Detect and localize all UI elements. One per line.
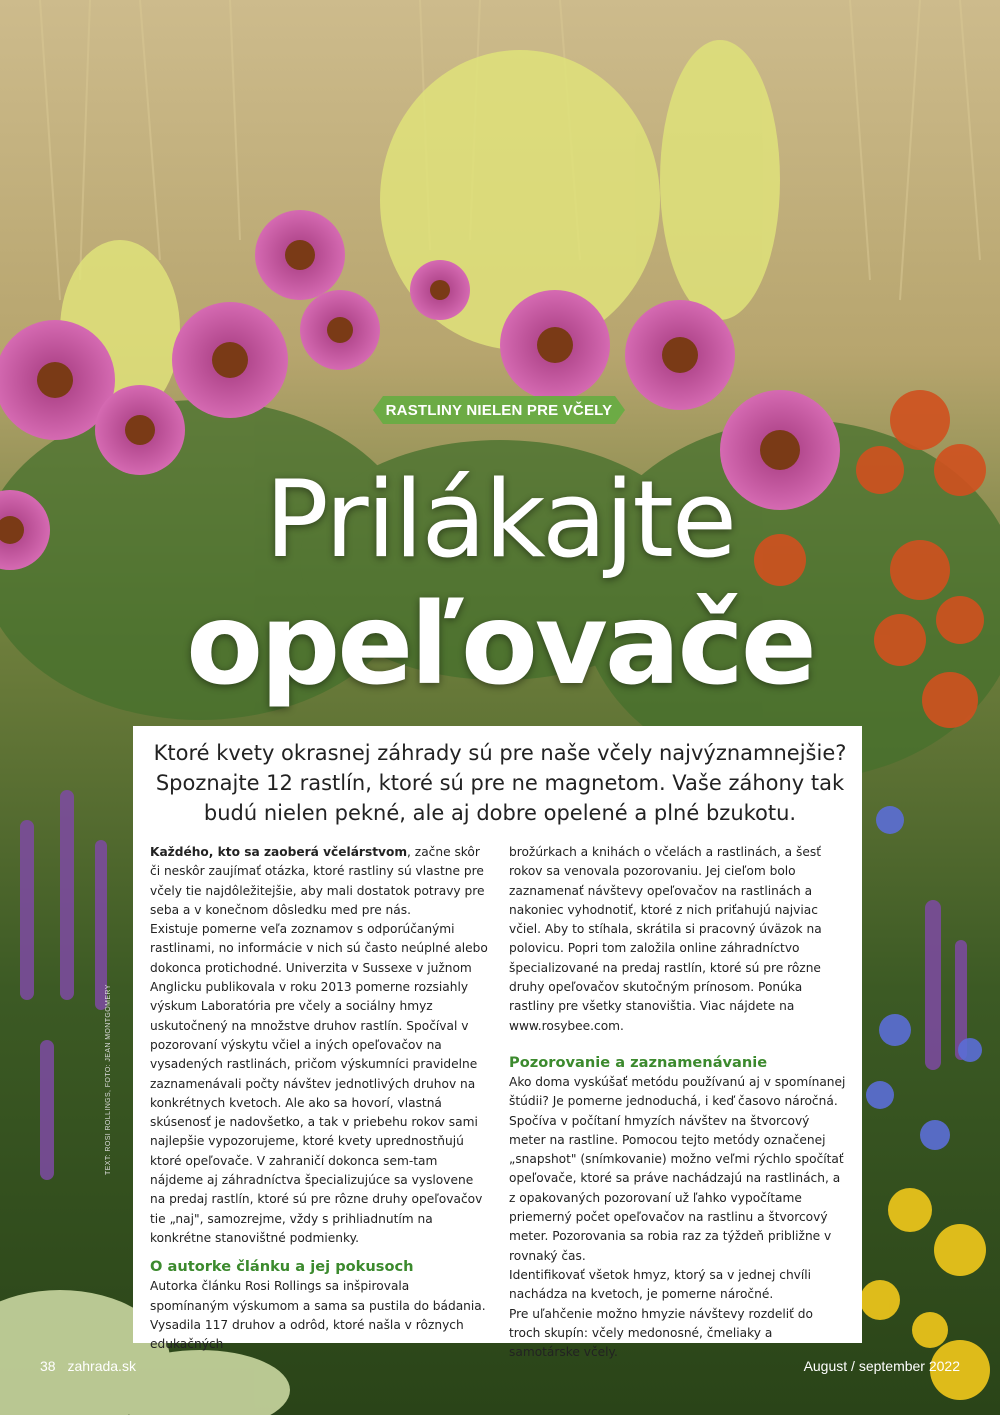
issue-date: August / september 2022 xyxy=(803,1358,960,1374)
paragraph: Pre uľahčenie možno hmyzie návštevy rozdeliť do troch skupín: včely medonosné, čmeliaky a samotárske včely. xyxy=(509,1306,813,1360)
photo-credit: TEXT: ROSI ROLLINGS, FOTO: JEAN MONTGOMERY xyxy=(105,984,112,1175)
footer-left xyxy=(40,1358,136,1374)
paragraph: Ako doma vyskúšať metódu používanú aj v spomínanej štúdii? Je pomerne jednoduchá, i keď časovo náročná. Spočíva v počítaní hmyzích návštev na štvorcový meter na rastline. Pomocou tejto metódy označenej „snapshot" (snímkovanie) možno veľmi rýchlo spočítať opeľovače, ktoré sa práve nachádzajú na rastlinách, a z opakovaných pozorovaní už ľahko vypočítame priemerný počet opeľovačov na rastlinu a štvorcový meter. Pozorovania sa robia raz za týždeň približne v rovnaký čas. xyxy=(509,1074,846,1263)
section-heading-observation: Pozorovanie a zaznamenávanie xyxy=(509,1053,768,1071)
headline-line-1: Prilákajte xyxy=(264,458,736,581)
paragraph: Autorka článku Rosi Rollings sa inšpirovala spomínaným výskumom a sama sa pustila do bádania. Vysadila 117 druhov a odrôd, ktoré našla v rôznych edukačných xyxy=(150,1279,486,1352)
paragraph: brožúrkach a knihách o včelách a rastlinách, a šesť rokov sa venovala pozorovaniu. Jej cieľom bolo zaznamenať návštevy opeľovačov na rastlinách a nakoniec vyhodnotiť, ktoré z nich priťahujú najviac včiel. Aby to stíhala, skrátila si pracovný úväzok na polovicu. Popri tom založila online záhradníctvo špecializované na predaj rastlín, ktoré sú pre rôzne druhy opeľovačov skutočným prínosom. Ponúka rastliny pre všetky stanovištia. Viac nájdete na www.rosybee.com. xyxy=(509,845,822,1033)
article-column-2 xyxy=(509,843,847,1362)
paragraph: Existuje pomerne veľa zoznamov s odporúčanými rastlinami, no informácie v nich sú často neúplné alebo dokonca protichodné. Univerzita v Sussexe v južnom Anglicku publikovala v roku 2013 pomerne rozsiahly výskum Laboratória pre včely a sociálny hmyz uskutočnený na množstve druhov rastlín. Spočíval v pozorovaní výskytu včiel a iných opeľovačov na vysadených rastlinách, pričom výskumníci pravidelne zaznamenávali počty návštev jednotlivých druhov na konkrétnych kvetoch. Ale ako sa hovorí, vlastná skúsenosť je nadovšetko, a tak v priebehu rokov sami najlepšie vypozorujeme, ktoré kvety uprednostňujú ktoré opeľovače. V zahraničí dokonca sem-tam nájdeme aj záhradníctva špecializujúce sa vyslovene na predaj rastlín, ktoré sú pre rôzne druhy opeľovačov tie „naj", samozrejme, vždy s prihliadnutím na konkrétne stanovištné podmienky. xyxy=(150,922,488,1245)
intro-bold: Každého, kto sa zaoberá včelárstvom xyxy=(150,845,408,859)
intro-rest: , začne skôr či neskôr zaujímať otázka, ktoré rastliny sú vlastne pre včely tie najdôležitejšie, aby mali dostatok potravy pre seba a v konečnom dôsledku med pre nás. xyxy=(150,845,485,917)
lead-paragraph: Ktoré kvety okrasnej záhrady sú pre naše včely najvýznamnejšie? Spoznajte 12 rastlín, ktoré sú pre ne magnetom. Vaše záhony tak budú nielen pekné, ale aj dobre opelené a plné bzukotu. xyxy=(153,741,847,825)
site-name: zahrada.sk xyxy=(67,1358,136,1374)
section-heading-author: O autorke článku a jej pokusoch xyxy=(150,1258,414,1276)
article-column-1 xyxy=(150,843,488,1354)
paragraph: Identifikovať všetok hmyz, ktorý sa v jednej chvíli nachádza na kvetoch, je pomerne náročné. xyxy=(509,1267,812,1302)
intro-paragraph xyxy=(150,843,488,920)
section-tag: RASTLINY NIELEN PRE VČELY xyxy=(383,396,615,424)
headline-line-2: opeľovače xyxy=(186,580,814,710)
page-number: 38 xyxy=(40,1358,56,1374)
